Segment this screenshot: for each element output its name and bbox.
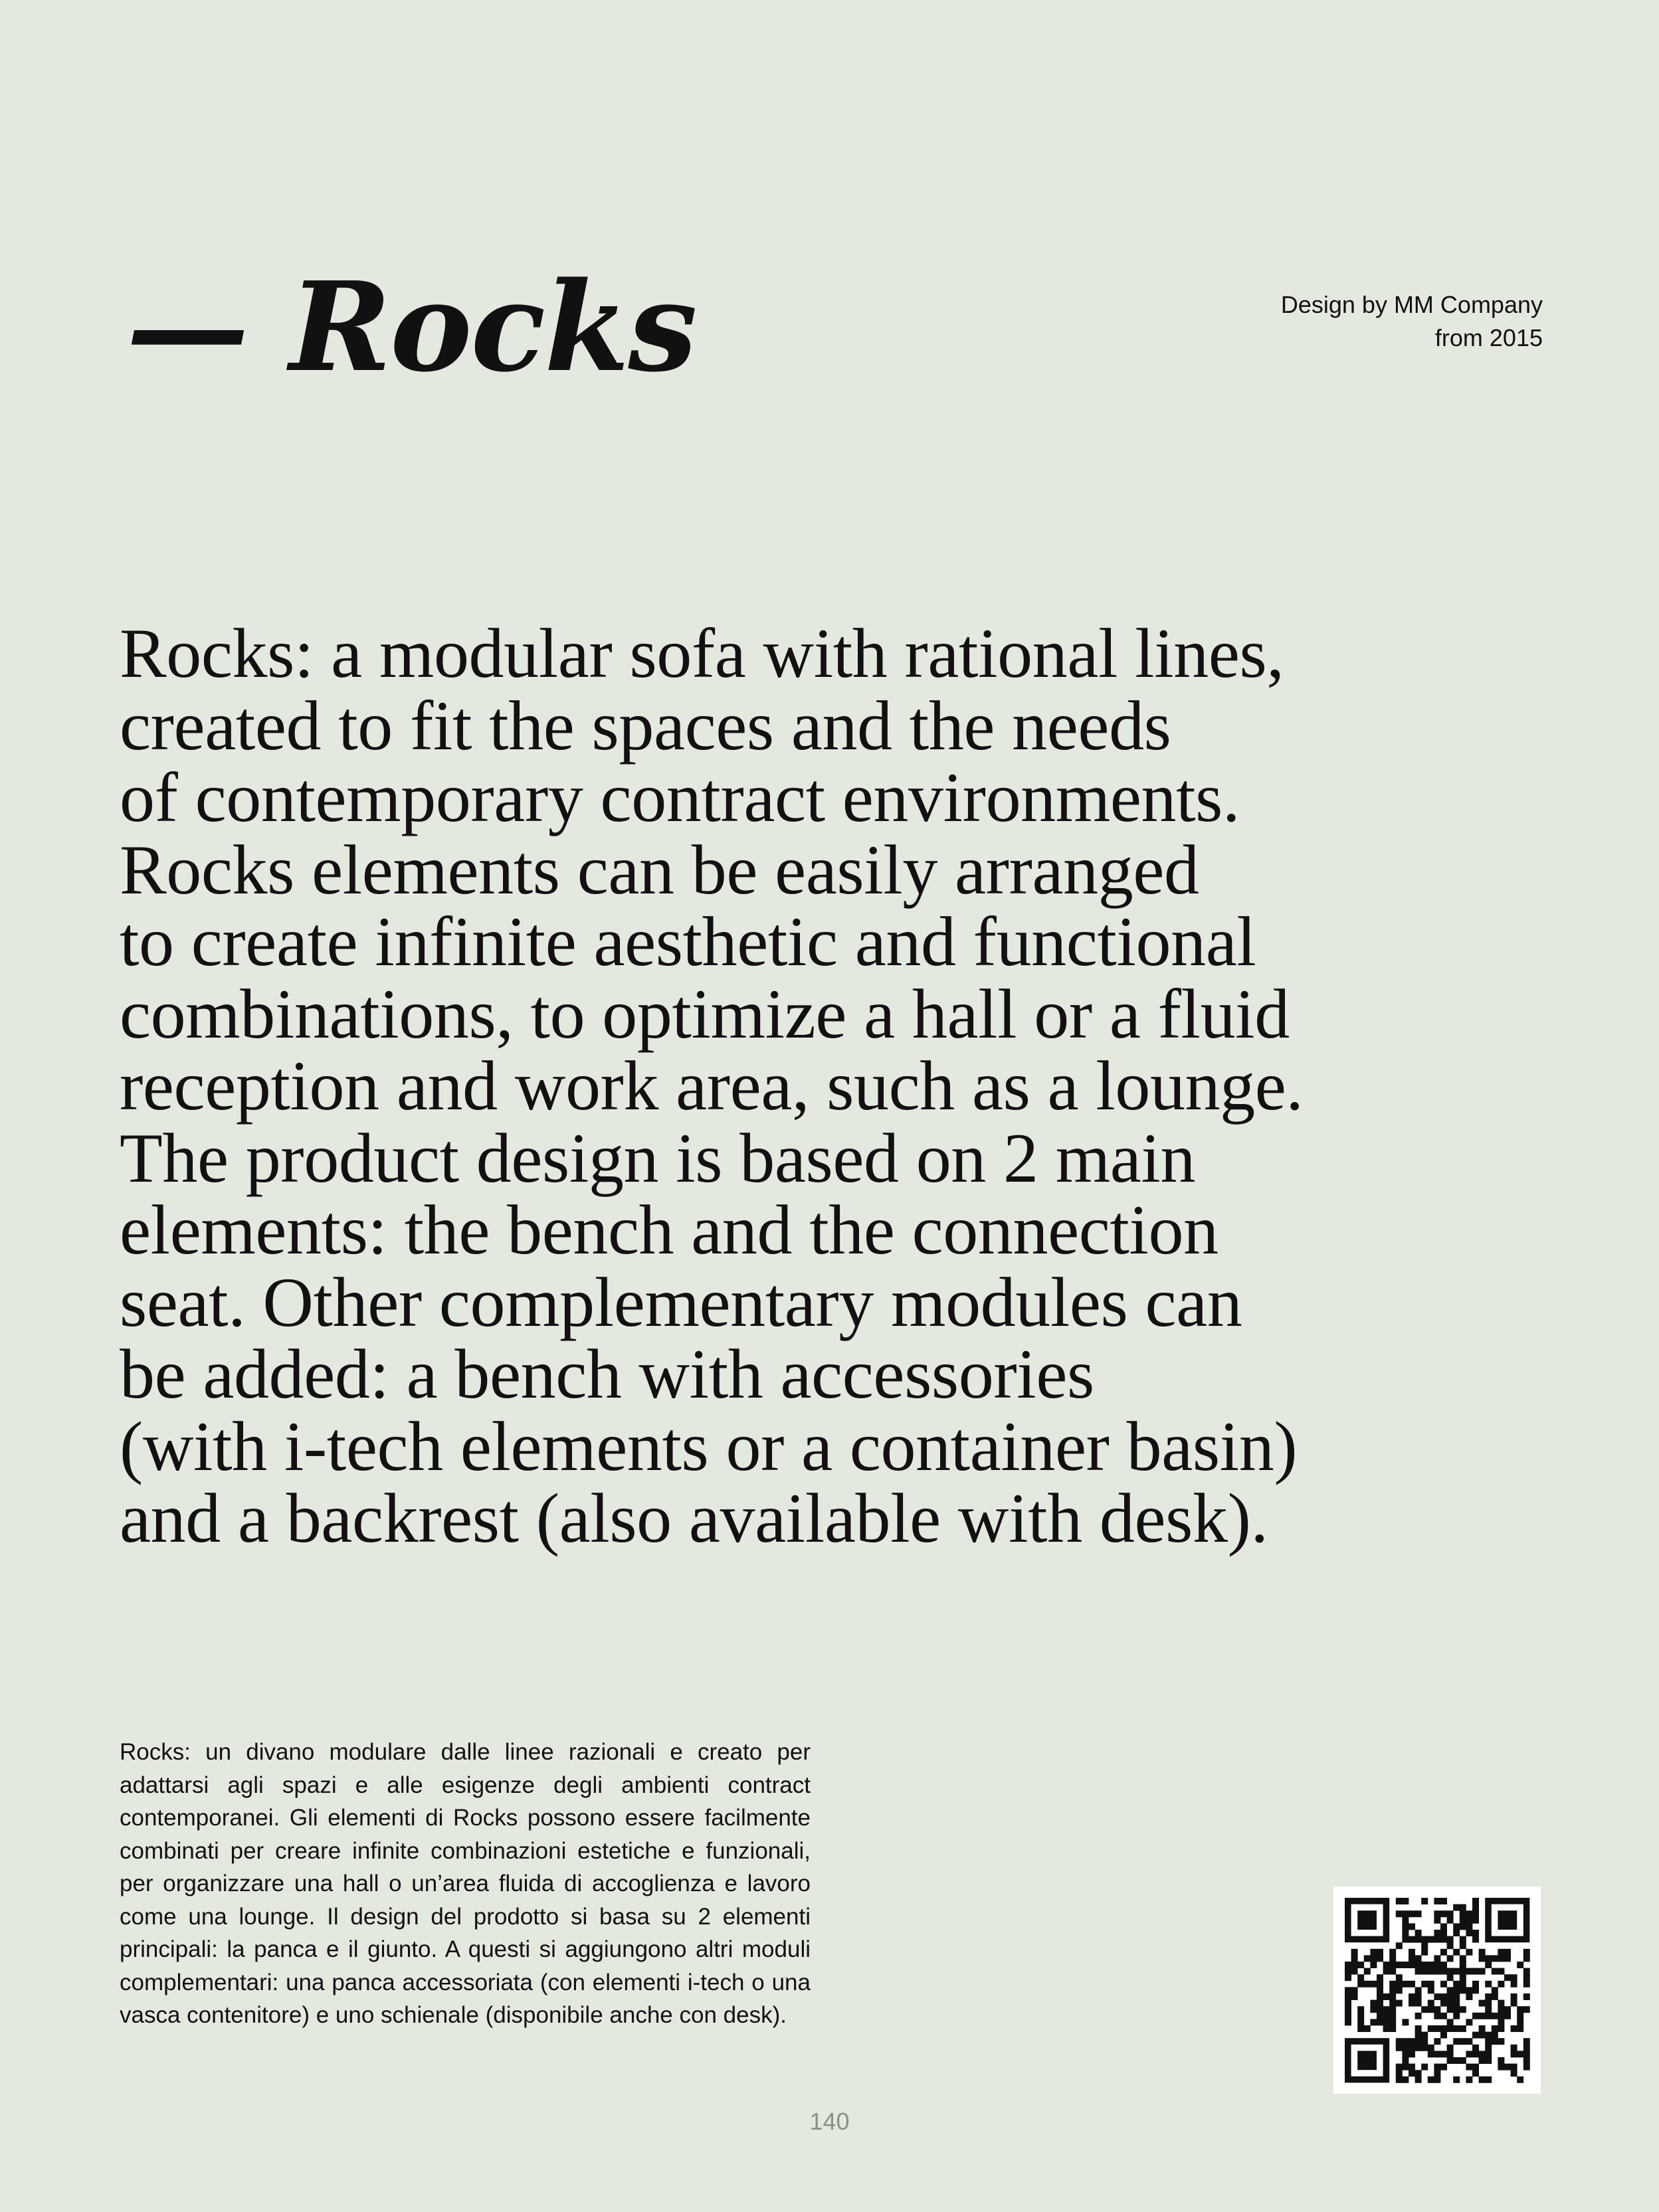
lead-paragraph — [120, 614, 1568, 1557]
lead-line: The product design is based on 2 main — [120, 1119, 1196, 1197]
italian-description: Rocks: un divano modulare dalle linee razionali e creato per adattarsi agli spazi e alle esigenze degli ambienti contract contemporanei. Gli elementi di Rocks possono essere facilmente combinati per creare infinite combinazioni estetiche e funzionali, per organizzare una hall o un’area fluida di accoglienza e lavoro come una lounge. Il design del prodotto si basa su 2 elementi principali: la panca e il giunto. A questi si aggiungono altri moduli complementari: una panca accessoriata (con elementi i-tech o una vasca contenitore) e uno schienale (disponibile anche con desk). — [120, 1739, 811, 2028]
lead-line: Rocks: a modular sofa with rational lines, — [120, 614, 1284, 692]
page-title: — Rocks — [126, 254, 696, 399]
lead-line: be added: a bench with accessories — [120, 1335, 1094, 1413]
lead-line: seat. Other complementary modules can — [120, 1263, 1242, 1341]
lead-line: (with i-tech elements or a container basin) — [120, 1407, 1298, 1485]
lead-line: combinations, to optimize a hall or a fluid — [120, 974, 1290, 1053]
credit-year: from 2015 — [1434, 324, 1543, 351]
lead-line: created to fit the spaces and the needs — [120, 686, 1171, 765]
lead-line: to create infinite aesthetic and functional — [120, 903, 1256, 980]
page-number: 140 — [809, 2108, 850, 2135]
lead-line: elements: the bench and the connection — [120, 1191, 1219, 1269]
design-credit — [1281, 288, 1543, 355]
lead-line: reception and work area, such as a lounge. — [120, 1047, 1304, 1125]
lead-line: and a backrest (also available with desk). — [120, 1479, 1268, 1557]
qr-code-icon[interactable] — [1333, 1887, 1541, 2094]
credit-designer: Design by MM Company — [1280, 291, 1543, 318]
lead-line: of contemporary contract environments. — [120, 759, 1240, 836]
lead-line: Rocks elements can be easily arranged — [120, 830, 1199, 909]
